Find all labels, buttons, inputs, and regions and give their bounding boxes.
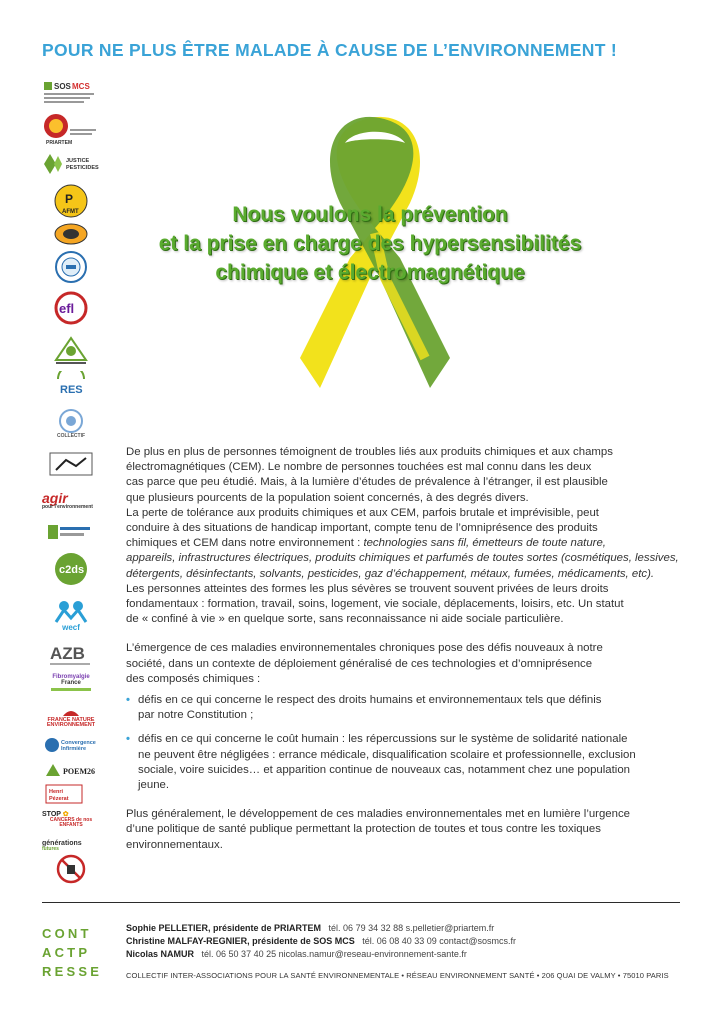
logo-efl (42, 290, 100, 326)
text-line: De plus en plus de personnes témoignent de troubles liés aux produits chimiques et aux champs (126, 446, 613, 458)
text-line: jeune. (138, 779, 170, 792)
logo-association (42, 223, 100, 245)
svg-text:c2ds: c2ds (59, 564, 85, 576)
page-title: POUR NE PLUS ÊTRE MALADE À CAUSE DE L’ENVIRONNEMENT ! (42, 40, 617, 60)
contact-details[interactable]: tél. 06 50 37 40 25 nicolas.namur@reseau-environnement-sante.fr (201, 949, 467, 959)
text-line: Les personnes atteintes des formes les plus sévères se trouvent souvent privées de leurs droits (126, 582, 609, 595)
logo-collectif-label: COLLECTIF (56, 432, 86, 439)
svg-text:Pézerat: Pézerat (49, 796, 69, 802)
contact-label-line: CONT (42, 926, 92, 941)
paragraph-1 (126, 445, 681, 627)
logo-poem26 (42, 760, 100, 780)
contact-name: Nicolas NAMUR (126, 949, 195, 959)
contact-list (126, 922, 516, 961)
logo-no-pesticide (42, 854, 100, 884)
contact-presse-label (42, 924, 102, 981)
text-line: des composés chimiques : (126, 672, 261, 685)
text-line: conduire à des situations de handicap important, compte tenu de l’omniprésence des produits (126, 522, 598, 535)
svg-text:P: P (65, 192, 74, 206)
text-line: ne peuvent être négligées : errance médicale, disqualification scolaire et professionnelle, exclusion (138, 748, 636, 761)
slogan-line-3: chimique et électromagnétique (215, 261, 525, 284)
text-line: fondamentaux : formation, travail, soins, logement, vie sociale, déplacements, loisirs, etc. Un statut (126, 598, 624, 611)
contact-name: Christine MALFAY-REGNIER, présidente de SOS MCS (126, 936, 355, 946)
logo-wecf: wecf (42, 594, 100, 634)
paragraph-3 (126, 807, 681, 853)
logo-circle-blue (42, 250, 100, 284)
text-line: La perte de tolérance aux produits chimiques et aux CEM, parfois brutale et imprévisible, peut (126, 506, 599, 519)
text-line: défis en ce qui concerne le coût humain : les répercussions sur le système de solidarité nationale (138, 733, 628, 746)
svg-text:Infirmière: Infirmière (61, 746, 87, 752)
svg-text:PESTICIDES: PESTICIDES (66, 165, 99, 171)
contact-row (126, 948, 516, 961)
svg-text:efl: efl (59, 301, 75, 316)
text-line: défis en ce qui concerne le respect des droits humains et environnementaux tels que définis (138, 694, 602, 707)
text-line-italic: appareils, infrastructures électriques, produits chimiques et parfumés de toutes sortes (cosmétiques, lessives, (126, 552, 679, 565)
svg-text:JUSTICE: JUSTICE (66, 158, 90, 164)
text-line: par notre Constitution ; (138, 709, 254, 722)
contact-details[interactable]: tél. 06 79 34 32 88 s.pelletier@priartem.fr (328, 923, 495, 933)
text-line: environnementaux. (126, 838, 223, 851)
logo-azb (42, 641, 100, 669)
svg-text:RES: RES (60, 384, 83, 396)
svg-text:AZB: AZB (50, 644, 85, 663)
svg-text:Convergence: Convergence (61, 740, 96, 746)
logo-fne: FRANCE NATURE ENVIRONNEMENT (42, 703, 100, 731)
bullet-icon: • (126, 694, 130, 707)
svg-text:MCS: MCS (72, 82, 90, 91)
bullet-icon: • (126, 733, 130, 746)
contact-name: Sophie PELLETIER, présidente de PRIARTEM (126, 923, 322, 933)
text-line: sociale, voire suicides… et apparition continue de nouveaux cas, notamment chez une population (138, 763, 630, 776)
logo-c2ds (42, 552, 100, 586)
logo-generations-futures: générations futures (42, 840, 82, 852)
logo-sos-mcs (42, 78, 100, 106)
bullet-item-1 (126, 693, 681, 723)
logo-stop-cancers: STOP ✿ CANCERS de nos ENFANTS (42, 810, 93, 828)
svg-text:AFMT: AFMT (62, 209, 79, 215)
contact-row (126, 922, 516, 935)
main-slogan (110, 200, 630, 287)
text-line: de « confiné à vie » en quelque sorte, sans reconnaissance ni aide sociale particulière. (126, 613, 564, 626)
svg-text:Henri: Henri (49, 789, 64, 795)
text-span-italic: technologies sans fil, émetteurs de toute nature, (363, 537, 606, 550)
logo-afmt (42, 183, 100, 219)
text-line: électromagnétiques (CEM). Le nombre de personnes touchées est mal connu dans les deux (126, 461, 592, 474)
logo-justice-pesticides (42, 150, 100, 178)
text-line: que plusieurs pourcents de la population soient concernés, à des degrés divers. (126, 491, 529, 504)
logo-henri-pezerat (42, 783, 100, 805)
contact-row (126, 935, 516, 948)
logo-priartem (42, 111, 100, 145)
text-span: chimiques et CEM dans notre environnement : (126, 537, 364, 550)
body-text (126, 445, 681, 853)
organisation-address: COLLECTIF INTER-ASSOCIATIONS POUR LA SANTÉ ENVIRONNEMENTALE • RÉSEAU ENVIRONNEMENT SANTÉ • 206 QUAI DE VALMY • 75010 PARIS (126, 971, 669, 980)
text-line: société, dans un contexte de déploiement généralisé de ces technologies et d’omniprésence (126, 657, 593, 670)
contact-label-line: ACTP (42, 945, 91, 960)
logo-small-blue (42, 521, 100, 543)
text-line: Plus généralement, le développement de ces maladies environnementales met en lumière l’urgence (126, 808, 631, 821)
logo-res (42, 371, 100, 401)
svg-text:SOS: SOS (54, 82, 71, 91)
logo-fibromyalgie: Fibromyalgie France (42, 670, 100, 696)
text-line-italic: détergents, désinfectants, solvants, pesticides, gaz d’échappement, métaux, fumées, médicaments, etc). (126, 567, 655, 580)
svg-text:PRIARTEM: PRIARTEM (46, 140, 73, 145)
slogan-line-2: et la prise en charge des hypersensibilités (158, 232, 582, 255)
footer-divider (42, 902, 680, 903)
text-line: L’émergence de ces maladies environnementales chroniques pose des défis nouveaux à notre (126, 642, 603, 655)
text-line: d’une politique de santé publique permettant la protection de toutes et tous contre les toxiques (126, 823, 601, 836)
paragraph-2 (126, 641, 681, 687)
logo-bird (42, 450, 100, 478)
logo-convergence (42, 734, 100, 756)
logo-collectif (42, 406, 100, 440)
text-line: cas parce que peu étudié. Mais, à la lumière d’études de prévalence à l’étranger, il est plausible (126, 476, 608, 489)
logo-agir: agir pour l'environnement (42, 489, 93, 510)
text-line (126, 536, 681, 551)
svg-text:POEM26: POEM26 (63, 767, 95, 776)
bullet-item-2 (126, 732, 681, 793)
contact-label-line: RESSE (42, 964, 103, 979)
slogan-line-1: Nous voulons la prévention (232, 203, 508, 226)
contact-details[interactable]: tél. 06 08 40 33 09 contact@sosmcs.fr (362, 936, 516, 946)
logo-autre-sante (42, 332, 100, 366)
